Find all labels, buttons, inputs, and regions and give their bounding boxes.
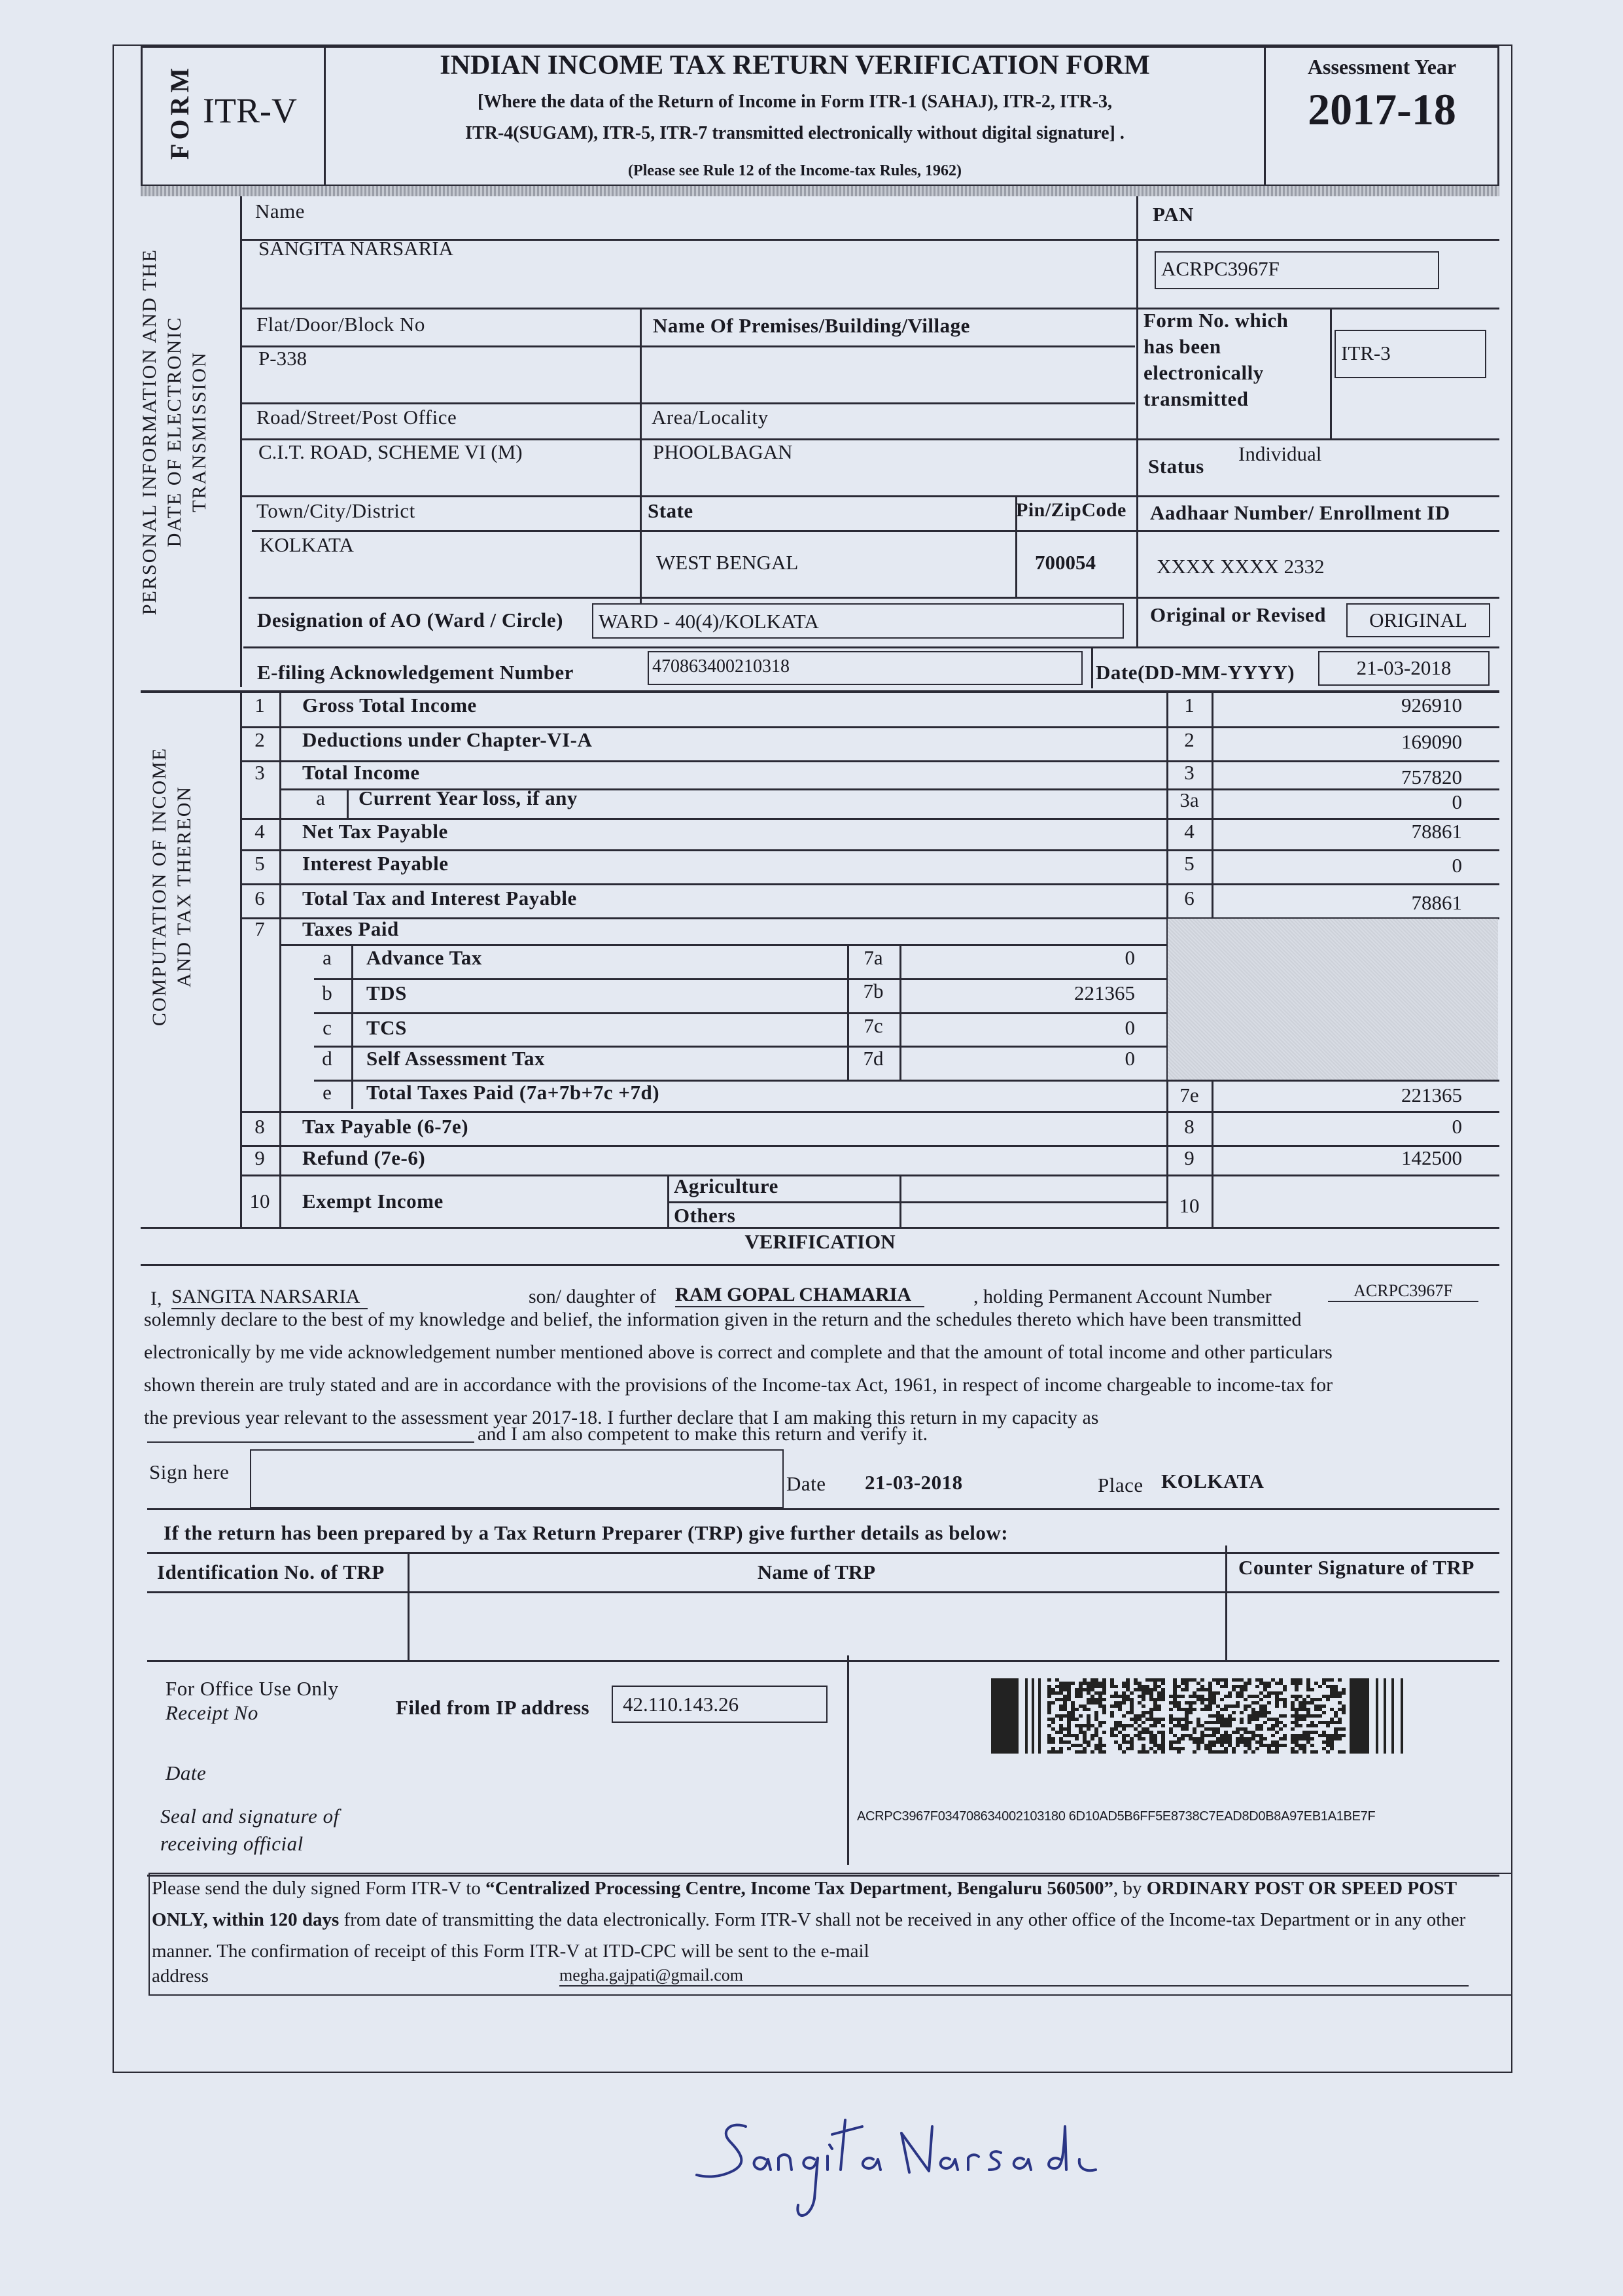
row-code: 2 [1184, 728, 1195, 751]
verif-father: RAM GOPAL CHAMARIA [675, 1284, 924, 1307]
road-value: C.I.T. ROAD, SCHEME VI (M) [258, 440, 523, 463]
verif-son-of: son/ daughter of [529, 1286, 656, 1307]
office-seal-1: Seal and signature of [160, 1805, 340, 1828]
trp-bottom-rule [147, 1660, 1499, 1662]
verif-holding: , holding Permanent Account Number [973, 1286, 1272, 1307]
sub-value: 221365 [1074, 981, 1135, 1004]
row-value: 78861 [1411, 891, 1462, 914]
trp-col-sign: Counter Signature of TRP [1238, 1556, 1475, 1579]
ao-top-rule [249, 597, 1499, 599]
row-value: 169090 [1401, 730, 1462, 753]
handwritten-signature [693, 2107, 1151, 2225]
sub-no: c [323, 1016, 332, 1039]
trp-divider-2 [1225, 1545, 1227, 1660]
personal-section-title-3: TRANSMISSION [188, 351, 210, 512]
header-divider-left [324, 47, 326, 186]
sub-label: TCS [366, 1016, 407, 1039]
name-value: SANGITA NARSARIA [258, 237, 454, 260]
computation-section-title-2: AND TAX THEREON [173, 785, 195, 988]
ao-value: WARD - 40(4)/KOLKATA [599, 610, 819, 633]
exempt-no: 10 [249, 1190, 270, 1212]
ack-value: 470863400210318 [652, 656, 790, 677]
notice-part-3: from date of transmitting the data electronically. Form ITR-V shall not be received in any other office of the Income-tax Department or in any other manner. The confirmation of receipt of this Form ITR-V at ITD-CPC will be sent to the e-mail [152, 1909, 1466, 1962]
total-paid-value: 221365 [1401, 1084, 1462, 1106]
exempt-agri: Agriculture [674, 1174, 778, 1197]
flat-value: P-338 [258, 347, 307, 370]
trp-col-id: Identification No. of TRP [157, 1561, 385, 1583]
verif-line-6: and I am also competent to make this return and verify it. [478, 1423, 928, 1445]
refund-label: Refund (7e-6) [302, 1146, 426, 1169]
sub-rule [314, 978, 1166, 980]
tax-payable-label: Tax Payable (6-7e) [302, 1115, 469, 1138]
verif-place: KOLKATA [1161, 1470, 1265, 1492]
status-label: Status [1148, 455, 1204, 478]
state-value: WEST BENGAL [656, 551, 799, 574]
capacity-blank [147, 1441, 474, 1443]
flat-label: Flat/Door/Block No [256, 313, 425, 336]
office-seal-2: receiving official [160, 1832, 304, 1855]
row-label: Net Tax Payable [302, 820, 448, 843]
form-code: ITR-V [203, 91, 297, 130]
row-no: 3 [254, 761, 265, 784]
sub-letter-divider [351, 944, 353, 1109]
form-no-label-3: electronically [1143, 361, 1264, 384]
personal-section-title [137, 203, 216, 661]
sign-bottom-rule [147, 1508, 1499, 1510]
road-label: Road/Street/Post Office [256, 406, 457, 429]
sub-value: 0 [1125, 1016, 1135, 1039]
assessment-year: 2017-18 [1308, 84, 1456, 134]
row-label: Current Year loss, if any [358, 786, 578, 809]
flat-rule [240, 345, 1135, 347]
ao-label: Designation of AO (Ward / Circle) [257, 609, 563, 631]
orig-label: Original or Revised [1150, 603, 1326, 626]
office-for: For Office Use Only [166, 1677, 339, 1700]
computation-bottom-rule [141, 1227, 1499, 1229]
area-label: Area/Locality [652, 406, 769, 429]
barcode-text: ACRPC3967F034708634002103180 6D10AD5B6FF5E8738C7EAD8D0B8A97EB1A1BE7F [857, 1809, 1376, 1824]
town-label: Town/City/District [256, 499, 415, 522]
sub-divider [347, 788, 349, 818]
pin-value: 700054 [1035, 551, 1096, 574]
row-rule [240, 883, 1499, 885]
tax-payable-value: 0 [1452, 1115, 1462, 1138]
form-no-value: ITR-3 [1341, 342, 1391, 364]
sub-label: Advance Tax [366, 946, 482, 969]
row-rule [240, 760, 1499, 762]
office-date: Date [166, 1761, 207, 1784]
row-no: 5 [254, 852, 265, 875]
verif-date: 21-03-2018 [865, 1471, 963, 1494]
form-title: INDIAN INCOME TAX RETURN VERIFICATION FORM [440, 50, 1150, 80]
verif-pan: ACRPC3967F [1328, 1281, 1478, 1302]
row-no: a [316, 786, 325, 809]
row-label: Interest Payable [302, 852, 449, 875]
sub-code: 7a [864, 946, 883, 969]
sign-box[interactable] [250, 1449, 784, 1508]
aadhaar-label: Aadhaar Number/ Enrollment ID [1150, 501, 1450, 524]
sub-no: d [322, 1047, 332, 1070]
ack-label: E-filing Acknowledgement Number [257, 661, 574, 684]
ip-value: 42.110.143.26 [623, 1693, 739, 1716]
notice-part-1: Please send the duly signed Form ITR-V to [152, 1878, 486, 1899]
form-subtitle-1: [Where the data of the Return of Income in Form ITR-1 (SAHAJ), ITR-2, ITR-3, [477, 92, 1113, 112]
pin-label: Pin/ZipCode [1016, 499, 1126, 521]
total-paid-code: 7e [1179, 1084, 1199, 1106]
ack-top-rule [243, 646, 1499, 648]
row-no: 6 [254, 887, 265, 910]
row-rule [240, 849, 1499, 851]
row-value: 78861 [1411, 820, 1462, 843]
exempt-mid-rule [667, 1201, 1166, 1203]
row-code: 3a [1179, 788, 1199, 811]
row-code: 5 [1184, 852, 1195, 875]
personal-left-divider [240, 196, 242, 687]
row-code: 4 [1184, 820, 1195, 843]
ack-date-divider [1091, 648, 1093, 688]
row-value: 0 [1452, 790, 1462, 813]
assessment-year-label: Assessment Year [1307, 55, 1457, 79]
form-no-divider [1330, 308, 1332, 438]
verif-date-label: Date [786, 1472, 826, 1495]
verif-name: SANGITA NARSARIA [171, 1286, 368, 1309]
trp-intro: If the return has been prepared by a Tax Return Preparer (TRP) give further details as below: [164, 1521, 1009, 1544]
header-shade-strip [141, 186, 1499, 196]
refund-value: 142500 [1401, 1146, 1462, 1169]
aadhaar-value: XXXX XXXX 2332 [1157, 555, 1325, 578]
rule-note: (Please see Rule 12 of the Income-tax Rules, 1962) [628, 162, 962, 179]
state-label: State [648, 499, 693, 522]
notice-email[interactable]: megha.gajpati@gmail.com [559, 1966, 1469, 1987]
verif-line-3: electronically by me vide acknowledgement number mentioned above is correct and complete and that the amount of total income and other particulars [144, 1341, 1333, 1363]
personal-section-title-1: PERSONAL INFORMATION AND THE [139, 248, 160, 616]
sub-label: TDS [366, 981, 407, 1004]
form-no-label-1: Form No. which [1143, 309, 1289, 332]
name-label: Name [255, 200, 305, 222]
barcode-icon [991, 1678, 1416, 1754]
verif-place-label: Place [1098, 1474, 1143, 1496]
trp-top-rule [147, 1552, 1499, 1554]
status-value: Individual [1238, 442, 1322, 465]
date-value: 21-03-2018 [1356, 656, 1452, 679]
notice-bold-1: “Centralized Processing Centre, Income Tax Department, Bengaluru 560500” [485, 1878, 1114, 1899]
total-paid-rule [240, 1111, 1499, 1113]
verif-i: I, [150, 1288, 162, 1309]
verif-line-5: the previous year relevant to the assessment year 2017-18. I further declare that I am making this return in my capacity as [144, 1407, 1099, 1428]
form-word: FORM [165, 63, 194, 160]
notice-bold-2: ORDINARY POST OR SPEED POST ONLY, within 120 days [152, 1878, 1457, 1930]
computation-section-title-1: COMPUTATION OF INCOME [148, 747, 170, 1027]
sub-no: a [323, 946, 332, 969]
sub-no: b [322, 981, 332, 1004]
office-ip-label: Filed from IP address [396, 1696, 590, 1719]
sub-label: Self Assessment Tax [366, 1047, 546, 1070]
exempt-others: Others [674, 1204, 736, 1227]
row-label: Total Income [302, 761, 420, 784]
taxes-paid-shade [1168, 919, 1498, 1080]
computation-top-rule [141, 690, 1499, 693]
exempt-code: 10 [1179, 1194, 1200, 1217]
exempt-divider-2 [899, 1174, 901, 1227]
tax-payable-no: 8 [254, 1115, 265, 1138]
sub-code: 7d [863, 1047, 884, 1070]
form-no-label-2: has been [1143, 335, 1221, 358]
verification-rule [141, 1264, 1499, 1266]
town-top-rule [240, 495, 1499, 497]
row-code: 1 [1184, 694, 1195, 716]
date-label: Date(DD-MM-YYYY) [1096, 661, 1295, 684]
row-label: Deductions under Chapter-VI-A [302, 728, 593, 751]
row-value: 757820 [1401, 766, 1462, 788]
computation-section-title [147, 690, 200, 1083]
refund-rule [240, 1174, 1499, 1176]
row-code: 3 [1184, 761, 1195, 784]
sub-code: 7b [863, 980, 884, 1002]
verif-line-4: shown therein are truly stated and are in accordance with the provisions of the Income-tax Act, 1961, in respect of income chargeable to income-tax for [144, 1374, 1333, 1396]
row-code: 6 [1184, 887, 1195, 910]
row-value: 926910 [1401, 694, 1462, 716]
office-receipt: Receipt No [166, 1701, 258, 1724]
trp-header-rule [147, 1591, 1499, 1593]
row-no: 4 [254, 820, 265, 843]
exempt-divider-1 [667, 1174, 669, 1227]
road-top-rule [240, 402, 1135, 404]
premises-label: Name Of Premises/Building/Village [653, 314, 970, 337]
refund-code: 9 [1184, 1146, 1195, 1169]
row-label: Gross Total Income [302, 694, 477, 716]
sub-value: 0 [1125, 1047, 1135, 1070]
area-value: PHOOLBAGAN [653, 440, 793, 463]
notice-part-2: , by [1113, 1878, 1147, 1899]
sign-label: Sign here [149, 1460, 230, 1483]
row-no: 7 [254, 917, 265, 940]
town-value: KOLKATA [260, 533, 354, 556]
notice-text [152, 1873, 1509, 1967]
row-label: Total Tax and Interest Payable [302, 887, 577, 910]
row-value: 0 [1452, 854, 1462, 877]
sub-code: 7c [864, 1014, 883, 1037]
refund-no: 9 [254, 1146, 265, 1169]
pan-divider [1136, 196, 1138, 648]
sub-rule [314, 1012, 1166, 1014]
orig-value: ORIGINAL [1369, 609, 1467, 631]
flat-top-rule [240, 308, 1499, 309]
total-paid-label: Total Taxes Paid (7a+7b+7c +7d) [366, 1081, 660, 1104]
exempt-label: Exempt Income [302, 1190, 444, 1212]
tax-payable-code: 8 [1184, 1115, 1195, 1138]
form-subtitle-2: ITR-4(SUGAM), ITR-5, ITR-7 transmitted electronically without digital signature] . [465, 123, 1125, 143]
total-paid-no: e [323, 1081, 332, 1104]
pan-label: PAN [1153, 203, 1194, 226]
notice-address-label: address [152, 1966, 209, 1987]
town-rule [252, 530, 1499, 532]
verif-line-2: solemnly declare to the best of my knowledge and belief, the information given in the return and the schedules thereto which have been transmitted [144, 1309, 1302, 1330]
form-no-label-4: transmitted [1143, 387, 1249, 410]
sub-value: 0 [1125, 946, 1135, 969]
office-divider [847, 1655, 849, 1865]
personal-section-title-2: DATE OF ELECTRONIC [164, 316, 185, 548]
pan-value: ACRPC3967F [1161, 257, 1280, 280]
verification-title: VERIFICATION [744, 1230, 896, 1253]
trp-col-name: Name of TRP [757, 1561, 876, 1583]
row-no: 2 [254, 728, 265, 751]
row-label: Taxes Paid [302, 917, 399, 940]
row-no: 1 [254, 694, 265, 716]
flat-divider [640, 308, 642, 603]
